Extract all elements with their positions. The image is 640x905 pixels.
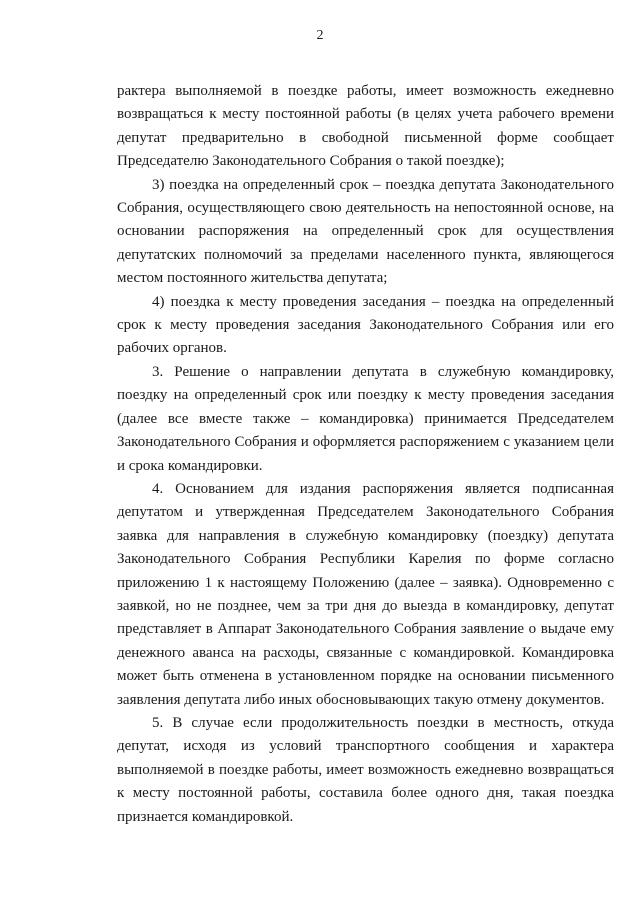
- document-body: [117, 80, 614, 829]
- paragraph-continuation: рактера выполняемой в поездке работы, имеет возможность ежедневно возвращаться к месту постоянной работы (в целях учета рабочего времени депутат предварительно в свободной письменной форме сообщает Председателю Законодательного Собрания о такой поездке);: [117, 83, 614, 170]
- paragraph-clause-3: 3. Решение о направлении депутата в служебную командировку, поездку на определенный срок или поездку к месту проведения заседания (далее все вместе также – командировка) принимается Председателем Законодательного Собрания и оформляется распоряжением с указанием цели и срока командировки.: [117, 363, 614, 474]
- page-number: 2: [316, 28, 324, 43]
- paragraph-item-4: 4) поездка к месту проведения заседания – поездка на определенный срок к месту проведения заседания Законодательного Собрания или его рабочих органов.: [117, 293, 614, 357]
- paragraph-clause-4: 4. Основанием для издания распоряжения является подписанная депутатом и утвержденная Председателем Законодательного Собрания заявка для направления в служебную командировку (поездку) депутата Законодательного Собрания Республики Карелия по форме согласно приложению 1 к настоящему Положению (далее – заявка). Одновременно с заявкой, но не позднее, чем за три дня до выезда в командировку, депутат представляет в Аппарат Законодательного Собрания заявление о выдаче ему денежного аванса на расходы, связанные с командировкой. Командировка может быть отменена в установленном порядке на основании письменного заявления депутата либо иных обосновывающих такую отмену документов.: [117, 480, 614, 708]
- paragraph-clause-5: 5. В случае если продолжительность поездки в местность, откуда депутат, исходя из условий транспортного сообщения и характера выполняемой в поездке работы, имеет возможность ежедневно возвращаться к месту постоянной работы, составила более одного дня, такая поездка признается командировкой.: [117, 714, 614, 825]
- paragraph-item-3: 3) поездка на определенный срок – поездка депутата Законодательного Собрания, осуществляющего свою деятельность на непостоянной основе, на основании распоряжения на определенный срок для осуществления депутатских полномочий за пределами населенного пункта, являющегося местом постоянного жительства депутата;: [117, 176, 614, 287]
